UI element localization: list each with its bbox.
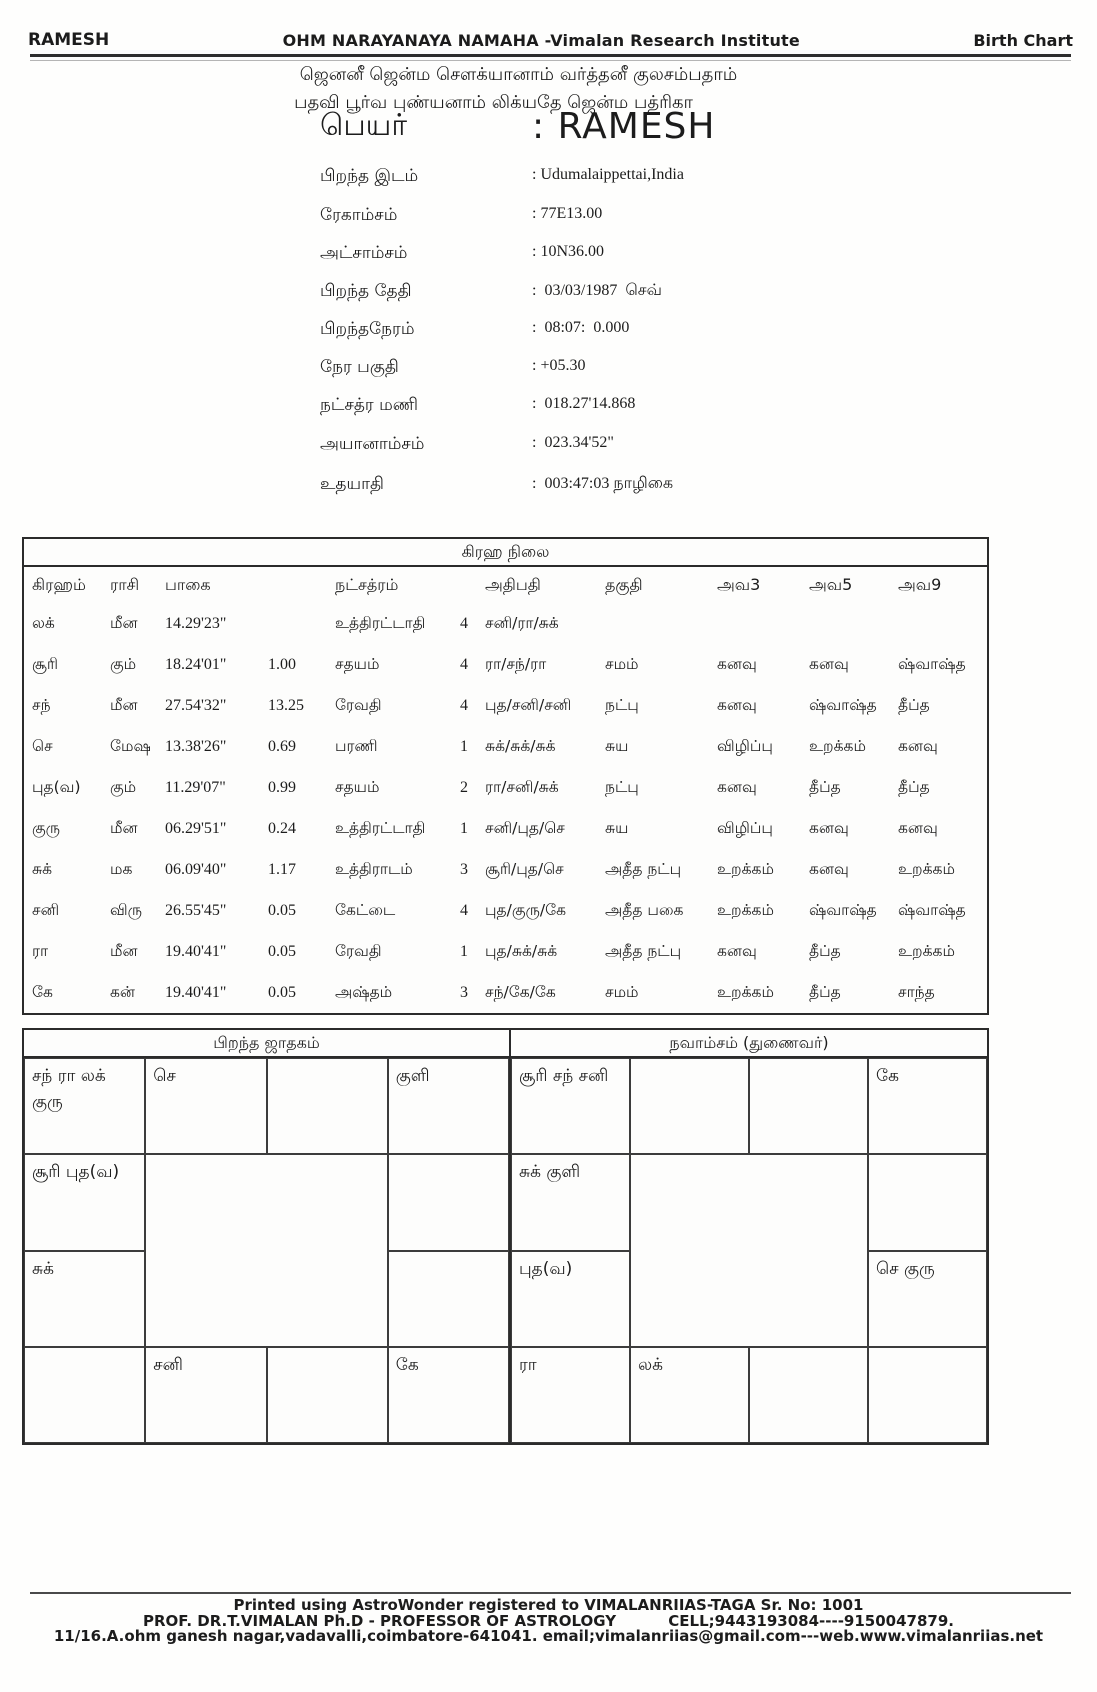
detail-row-longitude (0, 205, 1097, 229)
cell-degree: 27.54'32" (165, 696, 227, 714)
cell-pada: 4 (460, 655, 468, 673)
institute-title: OHM NARAYANAYA NAMAHA -Vimalan Research Institute (282, 31, 800, 50)
detail-value: : +05.30 (532, 357, 586, 374)
cell-ava3: கனவு (717, 777, 757, 796)
detail-row-time-zone (0, 357, 1097, 381)
cell-speed: 1.00 (268, 655, 296, 673)
cell-thaguthi: நட்பு (605, 777, 639, 796)
rasi-house-cell (267, 1058, 388, 1154)
cell-ava5: கனவு (809, 654, 849, 673)
detail-value: : 003:47:03 நாழிகை (532, 475, 674, 492)
cell-ava5: ஷ்வாஷ்த (809, 695, 877, 714)
navamsa-house-cell (630, 1058, 749, 1154)
cell-nakshatra: உத்திராடம் (335, 859, 413, 878)
planet-row-ketu (24, 972, 987, 1013)
navamsa-house-cell: புத(வ) (511, 1251, 630, 1347)
document-type-label: Birth Chart (973, 31, 1073, 50)
detail-label: பிறந்த தேதி (320, 281, 412, 301)
detail-label: பிறந்தநேரம் (320, 319, 415, 339)
cell-pada: 3 (460, 983, 468, 1001)
cell-thaguthi: சுய (605, 736, 629, 755)
planet-row-venus (24, 849, 987, 890)
rasi-house-cell: குளி (388, 1058, 509, 1154)
planet-row-sun (24, 644, 987, 685)
cell-ava5: தீப்த (809, 941, 841, 960)
cell-graham: புத(வ) (32, 777, 81, 796)
cell-rasi: கும் (110, 654, 137, 673)
cell-adhipati: சனி/புத/செ (485, 818, 565, 837)
col-header-adhipati: அதிபதி (485, 574, 541, 594)
planet-position-table (22, 537, 989, 1015)
detail-label: ரேகாம்சம் (320, 205, 398, 225)
cell-degree: 18.24'01" (165, 655, 227, 673)
cell-adhipati: சூரி/புத/செ (485, 859, 564, 878)
navamsa-house-cell (868, 1154, 987, 1250)
detail-label: உதயாதி (320, 474, 384, 494)
detail-row-birth-date (0, 281, 1097, 305)
cell-graham: லக் (32, 613, 55, 632)
footer-line-registration: Printed using AstroWonder registered to VIMALANRIIAS-TAGA Sr. No: 1001 (233, 1596, 864, 1614)
cell-rasi: மீன (110, 695, 138, 714)
detail-label: நேர பகுதி (320, 357, 399, 377)
rasi-house-cell: சுக் (24, 1251, 145, 1347)
cell-speed: 0.69 (268, 737, 296, 755)
cell-rasi: கன் (110, 982, 135, 1001)
navamsa-house-cell: சுக் குளி (511, 1154, 630, 1250)
navamsa-house-cell: செ குரு (868, 1251, 987, 1347)
cell-adhipati: சனி/ரா/சுக் (485, 613, 559, 632)
cell-rasi: மக (110, 859, 133, 878)
document-header (28, 30, 1073, 50)
cell-nakshatra: சதயம் (335, 777, 380, 796)
cell-ava5: தீப்த (809, 777, 841, 796)
cell-speed: 1.17 (268, 860, 296, 878)
cell-thaguthi: அதீத நட்பு (605, 859, 682, 878)
rasi-house-cell (388, 1154, 509, 1250)
col-header-degree: பாகை (165, 574, 211, 594)
cell-ava9: உறக்கம் (898, 941, 955, 960)
cell-rasi: விரு (110, 900, 142, 919)
cell-ava9: ஷ்வாஷ்த (898, 654, 966, 673)
footer-line-address: 11/16.A.ohm ganesh nagar,vadavalli,coimbatore-641041. email;vimalanriias@gmail.com---web.www.vimalanriias.net (53, 1627, 1044, 1645)
cell-ava3: உறக்கம் (717, 859, 774, 878)
cell-nakshatra: உத்திரட்டாதி (335, 613, 426, 632)
footer-divider (30, 1592, 1071, 1594)
col-header-graham: கிரஹம் (32, 574, 86, 594)
planet-row-mercury (24, 767, 987, 808)
detail-label: நட்சத்ர மணி (320, 395, 419, 415)
cell-ava9: தீப்த (898, 695, 930, 714)
cell-pada: 4 (460, 614, 468, 632)
rasi-house-cell (24, 1347, 145, 1443)
cell-ava5: தீப்த (809, 982, 841, 1001)
navamsa-house-cell: கே (868, 1058, 987, 1154)
navamsa-house-cell (749, 1058, 868, 1154)
detail-value: : 03/03/1987 செவ் (532, 282, 662, 299)
detail-value: : 023.34'52" (532, 434, 614, 451)
detail-value: : 08:07: 0.000 (532, 319, 630, 336)
cell-adhipati: புத/குரு/கே (485, 900, 567, 919)
cell-pada: 3 (460, 860, 468, 878)
col-header-ava5: அவ5 (809, 574, 853, 594)
detail-row-birth-place (0, 166, 1097, 190)
detail-row-nakshatra-time (0, 395, 1097, 419)
col-header-ava3: அவ3 (717, 574, 761, 594)
cell-degree: 06.09'40" (165, 860, 227, 878)
cell-pada: 1 (460, 737, 468, 755)
cell-ava3: கனவு (717, 941, 757, 960)
cell-degree: 26.55'45" (165, 901, 227, 919)
navamsa-house-cell: ரா (511, 1347, 630, 1443)
cell-nakshatra: ரேவதி (335, 941, 382, 960)
cell-ava5: கனவு (809, 818, 849, 837)
detail-value: : Udumalaippettai,India (532, 166, 684, 183)
navamsa-house-cell (868, 1347, 987, 1443)
cell-graham: ரா (32, 941, 49, 960)
footer-line-professor: PROF. DR.T.VIMALAN Ph.D - PROFESSOR OF ASTROLOGY CELL;9443193084----9150047879. (142, 1611, 954, 1630)
cell-rasi: மீன (110, 613, 138, 632)
cell-graham: சுக் (32, 859, 53, 878)
detail-value: : 018.27'14.868 (532, 395, 636, 412)
detail-value: : 77E13.00 (532, 205, 603, 222)
rasi-house-cell: சனி (145, 1347, 266, 1443)
cell-pada: 2 (460, 778, 468, 796)
cell-thaguthi: சமம் (605, 654, 639, 673)
cell-ava9: கனவு (898, 736, 938, 755)
cell-ava3: விழிப்பு (717, 818, 773, 837)
cell-ava3: உறக்கம் (717, 900, 774, 919)
cell-speed: 0.24 (268, 819, 296, 837)
cell-thaguthi: நட்பு (605, 695, 639, 714)
cell-nakshatra: சதயம் (335, 654, 380, 673)
name-field-label: பெயர் (320, 108, 408, 143)
planet-row-jupiter (24, 808, 987, 849)
cell-speed: 0.05 (268, 983, 296, 1001)
cell-pada: 1 (460, 942, 468, 960)
cell-ava9: கனவு (898, 818, 938, 837)
cell-adhipati: ரா/சந்/ரா (485, 654, 547, 673)
planet-row-rahu (24, 931, 987, 972)
cell-speed: 0.05 (268, 942, 296, 960)
cell-graham: சூரி (32, 654, 58, 673)
cell-graham: சந் (32, 695, 51, 714)
planet-row-lagna (24, 603, 987, 644)
cell-graham: குரு (32, 818, 61, 837)
col-header-nakshatra: நட்சத்ரம் (335, 574, 399, 594)
cell-nakshatra: ரேவதி (335, 695, 382, 714)
detail-label: அயானாம்சம் (320, 434, 425, 454)
cell-adhipati: சுக்/சுக்/சுக் (485, 736, 556, 755)
planet-row-saturn (24, 890, 987, 931)
cell-ava3: உறக்கம் (717, 982, 774, 1001)
col-header-thaguthi: தகுதி (605, 574, 643, 594)
detail-label: பிறந்த இடம் (320, 166, 419, 186)
detail-value: : 10N36.00 (532, 243, 604, 260)
rasi-house-cell: சந் ரா லக் குரு (24, 1058, 145, 1154)
rasi-house-cell (388, 1251, 509, 1347)
cell-pada: 1 (460, 819, 468, 837)
planet-table-title: கிரஹ நிலை (24, 539, 987, 567)
cell-degree: 19.40'41" (165, 942, 227, 960)
rasi-house-cell: செ (145, 1058, 266, 1154)
cell-thaguthi: அதீத நட்பு (605, 941, 682, 960)
cell-graham: கே (32, 982, 53, 1001)
cell-ava9: தீப்த (898, 777, 930, 796)
invocation-line-1: ஜெனனீ ஜென்ம சௌக்யானாம் வர்த்தனீ குலசம்பதாம் (299, 64, 738, 85)
cell-degree: 11.29'07" (165, 778, 226, 796)
detail-label: அட்சாம்சம் (320, 243, 408, 263)
cell-ava3: விழிப்பு (717, 736, 773, 755)
navamsa-chart-center (630, 1154, 868, 1347)
cell-ava3: கனவு (717, 654, 757, 673)
detail-row-latitude (0, 243, 1097, 267)
header-divider (30, 54, 1071, 61)
col-header-ava9: அவ9 (898, 574, 942, 594)
cell-degree: 19.40'41" (165, 983, 227, 1001)
cell-speed: 13.25 (268, 696, 304, 714)
cell-ava9: ஷ்வாஷ்த (898, 900, 966, 919)
cell-pada: 4 (460, 901, 468, 919)
detail-row-ayanamsa (0, 434, 1097, 458)
cell-pada: 4 (460, 696, 468, 714)
cell-adhipati: சந்/கே/கே (485, 982, 556, 1001)
cell-rasi: மேஷ (110, 736, 151, 755)
cell-adhipati: ரா/சனி/சுக் (485, 777, 559, 796)
rasi-house-cell: கே (388, 1347, 509, 1443)
cell-nakshatra: உத்திரட்டாதி (335, 818, 426, 837)
navamsa-house-cell: சூரி சந் சனி (511, 1058, 630, 1154)
rasi-chart-grid (24, 1058, 509, 1443)
navamsa-chart-title: நவாம்சம் (துணைவர்) (511, 1030, 987, 1058)
detail-row-udayadi (0, 474, 1097, 498)
cell-rasi: மீன (110, 818, 138, 837)
cell-rasi: கும் (110, 777, 137, 796)
cell-graham: செ (32, 736, 53, 755)
navamsa-house-cell: லக் (630, 1347, 749, 1443)
cell-ava9: உறக்கம் (898, 859, 955, 878)
owner-name: RAMESH (28, 30, 110, 50)
cell-thaguthi: சமம் (605, 982, 639, 1001)
planet-row-mars (24, 726, 987, 767)
rasi-chart-center (145, 1154, 388, 1347)
footer (0, 1598, 1097, 1645)
navamsa-chart-grid (511, 1058, 987, 1443)
navamsa-house-cell (749, 1347, 868, 1443)
cell-nakshatra: அஷ்தம் (335, 982, 393, 1001)
cell-adhipati: புத/சுக்/சுக் (485, 941, 558, 960)
cell-degree: 14.29'23" (165, 614, 227, 632)
planet-table-header-row (24, 567, 987, 603)
cell-graham: சனி (32, 900, 60, 919)
cell-ava5: உறக்கம் (809, 736, 866, 755)
rasi-chart-title: பிறந்த ஜாதகம் (24, 1030, 509, 1058)
cell-ava5: ஷ்வாஷ்த (809, 900, 877, 919)
cell-ava3: கனவு (717, 695, 757, 714)
cell-speed: 0.99 (268, 778, 296, 796)
col-header-rasi: ராசி (110, 574, 140, 594)
cell-nakshatra: பரணி (335, 736, 378, 755)
rasi-chart-box (22, 1028, 511, 1445)
cell-ava5: கனவு (809, 859, 849, 878)
rasi-house-cell: சூரி புத(வ) (24, 1154, 145, 1250)
rasi-house-cell (267, 1347, 388, 1443)
cell-degree: 06.29'51" (165, 819, 227, 837)
cell-rasi: மீன (110, 941, 138, 960)
planet-row-moon (24, 685, 987, 726)
cell-nakshatra: கேட்டை (335, 900, 396, 919)
cell-degree: 13.38'26" (165, 737, 227, 755)
cell-ava9: சாந்த (898, 982, 935, 1001)
cell-speed: 0.05 (268, 901, 296, 919)
cell-thaguthi: சுய (605, 818, 629, 837)
cell-adhipati: புத/சனி/சனி (485, 695, 572, 714)
name-field-value: : RAMESH (532, 106, 716, 147)
navamsa-chart-box (509, 1028, 989, 1445)
detail-row-birth-time (0, 319, 1097, 343)
cell-thaguthi: அதீத பகை (605, 900, 684, 919)
invocation-line-2: பதவி பூர்வ புண்யனாம் லிக்யதே ஜென்ம பத்ரிகா (294, 92, 693, 113)
